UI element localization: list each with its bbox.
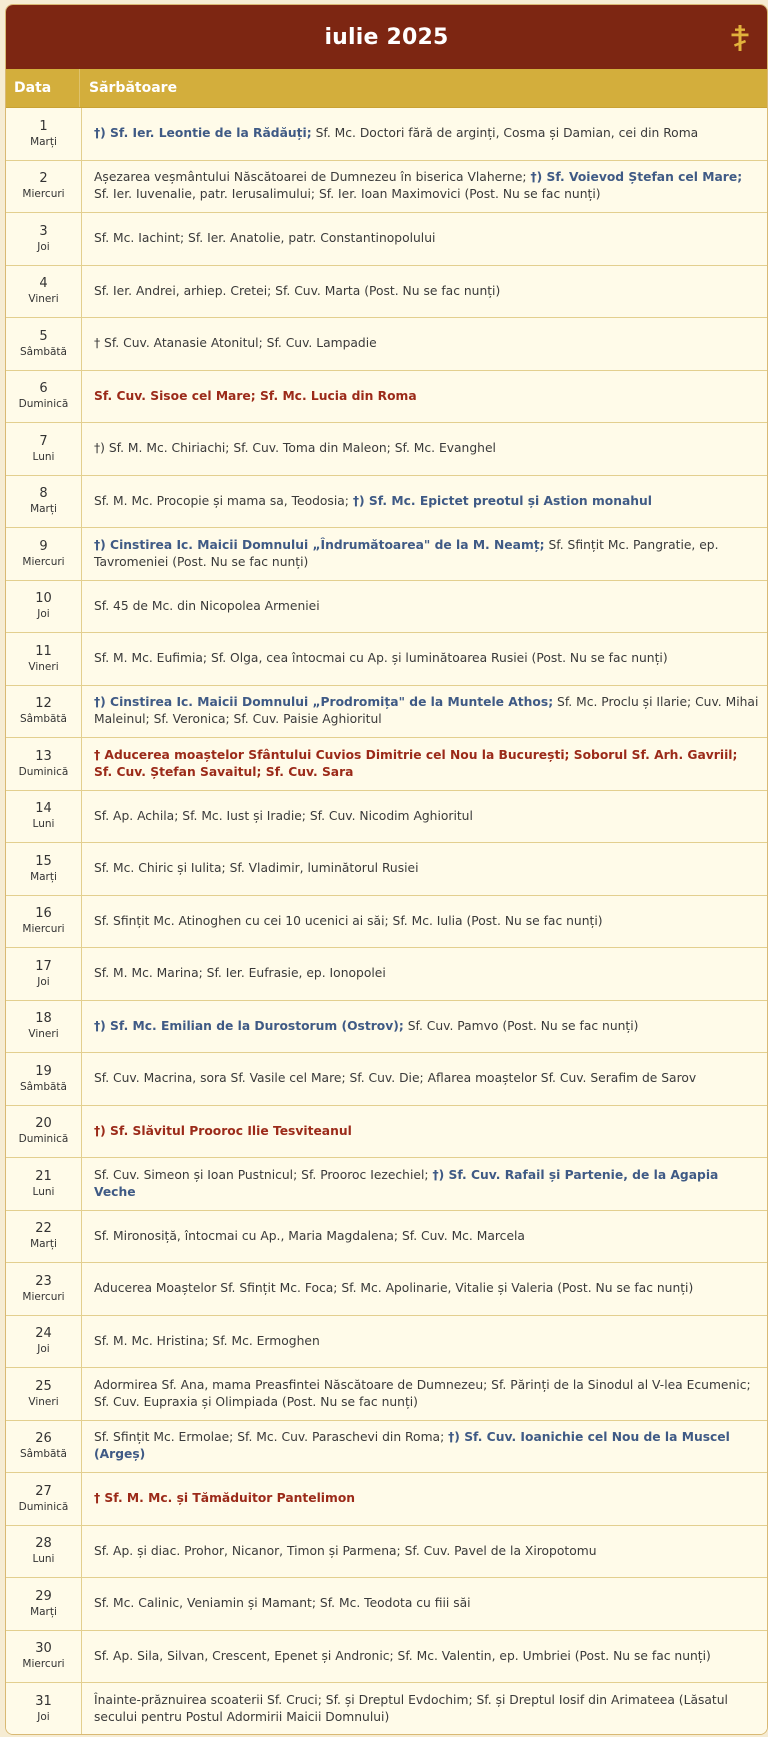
feast-cell — [82, 161, 767, 213]
weekday: Vineri — [28, 1028, 59, 1041]
title-bar — [6, 5, 767, 69]
feast-cell — [82, 948, 767, 1000]
feast-highlight: †) Cinstirea Ic. Maicii Domnului „Prodromița" de la Muntele Athos; — [94, 695, 554, 710]
feast-text — [94, 650, 668, 667]
date-cell — [6, 686, 82, 738]
day-number: 15 — [35, 853, 52, 869]
feast-text — [94, 537, 759, 571]
feast-cell — [82, 896, 767, 948]
feast-cell — [82, 843, 767, 895]
feast-text — [94, 230, 435, 247]
feast-text — [94, 965, 386, 982]
feast-highlight: †) Sf. Cuv. Ioanichie cel Nou de la Muscel (Argeș) — [94, 1430, 730, 1462]
table-row — [6, 686, 767, 739]
feast-segment: Sf. Sfințit Mc. Pangratie, ep. Tavromeniei (Post. Nu se fac nunți) — [94, 537, 719, 569]
feast-text — [94, 808, 473, 825]
date-cell — [6, 948, 82, 1000]
day-number: 9 — [39, 538, 48, 554]
feast-segment: Sf. Cuv. Macrina, sora Sf. Vasile cel Mare; Sf. Cuv. Die; Aflarea moaștelor Sf. Cuv. Serafim de Sarov — [94, 1071, 697, 1086]
feast-text — [94, 860, 419, 877]
date-cell — [6, 843, 82, 895]
feast-segment: Sf. Sfințit Mc. Ermolae; Sf. Mc. Cuv. Paraschevi din Roma; — [94, 1430, 449, 1445]
feast-segment: † Sf. Cuv. Atanasie Atonitul; Sf. Cuv. Lampadie — [94, 336, 377, 351]
date-cell — [6, 1683, 82, 1735]
feast-highlight: †) Sf. Mc. Epictet preotul și Astion monahul — [352, 493, 652, 508]
feast-cell — [82, 108, 767, 160]
feast-segment: Sf. M. Mc. Marina; Sf. Ier. Eufrasie, ep. Ionopolei — [94, 966, 386, 981]
day-number: 31 — [35, 1693, 52, 1709]
date-cell — [6, 161, 82, 213]
feast-segment: Sf. Sfințit Mc. Atinoghen cu cei 10 ucenici ai săi; Sf. Mc. Iulia (Post. Nu se fac nunți) — [94, 913, 603, 928]
day-number: 10 — [35, 591, 52, 607]
day-number: 1 — [39, 118, 48, 134]
table-row — [6, 528, 767, 581]
day-number: 20 — [35, 1116, 52, 1132]
table-row — [6, 1316, 767, 1369]
feast-highlight: Sf. Cuv. Sisoe cel Mare; Sf. Mc. Lucia din Roma — [94, 388, 417, 403]
feast-highlight: †) Sf. Ier. Leontie de la Rădăuți; — [94, 126, 312, 141]
table-row — [6, 1631, 767, 1684]
day-number: 13 — [35, 748, 52, 764]
feast-highlight: †) Sf. Cuv. Rafail și Partenie, de la Agapia Veche — [94, 1167, 719, 1199]
weekday: Sâmbătă — [20, 1448, 67, 1461]
feast-cell — [82, 1578, 767, 1630]
feast-text — [94, 1018, 638, 1035]
day-number: 7 — [39, 433, 48, 449]
column-header-date: Data — [6, 69, 80, 107]
weekday: Marți — [30, 135, 57, 148]
date-cell — [6, 633, 82, 685]
date-cell — [6, 1578, 82, 1630]
day-number: 2 — [39, 171, 48, 187]
weekday: Joi — [37, 240, 50, 253]
day-number: 23 — [35, 1273, 52, 1289]
day-number: 30 — [35, 1641, 52, 1657]
weekday: Sâmbătă — [20, 1080, 67, 1093]
day-number: 12 — [35, 696, 52, 712]
weekday: Miercuri — [22, 555, 65, 568]
feast-cell — [82, 528, 767, 580]
feast-segment: Sf. Mironosiță, întocmai cu Ap., Maria Magdalena; Sf. Cuv. Mc. Marcela — [94, 1228, 525, 1243]
weekday: Vineri — [28, 1395, 59, 1408]
feast-cell — [82, 1473, 767, 1525]
orthodox-cross-icon — [731, 25, 749, 51]
date-cell — [6, 896, 82, 948]
date-cell — [6, 213, 82, 265]
date-cell — [6, 1526, 82, 1578]
weekday: Duminică — [18, 765, 69, 778]
feast-segment: Aducerea Moaștelor Sf. Sfințit Mc. Foca; Sf. Mc. Apolinarie, Vitalie și Valeria (Post. Nu se fac nunți) — [94, 1281, 694, 1296]
feast-text — [94, 283, 500, 300]
table-body — [6, 108, 767, 1735]
weekday: Joi — [37, 1343, 50, 1356]
feast-cell — [82, 1631, 767, 1683]
day-number: 22 — [35, 1221, 52, 1237]
feast-text — [94, 913, 603, 930]
feast-cell — [82, 476, 767, 528]
day-number: 25 — [35, 1378, 52, 1394]
feast-cell — [82, 371, 767, 423]
feast-segment: Sf. Ier. Andrei, arhiep. Cretei; Sf. Cuv. Marta (Post. Nu se fac nunți) — [94, 283, 501, 298]
feast-cell — [82, 686, 767, 738]
feast-highlight: †) Sf. Mc. Emilian de la Durostorum (Ostrov); — [94, 1018, 404, 1033]
table-row — [6, 948, 767, 1001]
feast-highlight: †) Cinstirea Ic. Maicii Domnului „Îndrumătoarea" de la M. Neamț; — [94, 537, 545, 552]
feast-cell — [82, 1053, 767, 1105]
date-cell — [6, 738, 82, 790]
day-number: 29 — [35, 1588, 52, 1604]
date-cell — [6, 108, 82, 160]
weekday: Miercuri — [22, 1290, 65, 1303]
weekday: Luni — [32, 1185, 55, 1198]
weekday: Miercuri — [22, 188, 65, 201]
weekday: Joi — [37, 975, 50, 988]
feast-text — [94, 1490, 355, 1507]
feast-segment: Sf. M. Mc. Eufimia; Sf. Olga, cea întocmai cu Ap. și luminătoarea Rusiei (Post. Nu se fac nunți) — [94, 651, 668, 666]
table-row — [6, 1526, 767, 1579]
weekday: Sâmbătă — [20, 345, 67, 358]
date-cell — [6, 1263, 82, 1315]
weekday: Joi — [37, 1710, 50, 1723]
feast-cell — [82, 1263, 767, 1315]
table-header — [6, 69, 767, 108]
day-number: 28 — [35, 1536, 52, 1552]
day-number: 21 — [35, 1168, 52, 1184]
feast-segment: Sf. M. Mc. Hristina; Sf. Mc. Ermoghen — [94, 1333, 320, 1348]
weekday: Vineri — [28, 660, 59, 673]
date-cell — [6, 318, 82, 370]
date-cell — [6, 581, 82, 633]
feast-text — [94, 1648, 711, 1665]
weekday: Duminică — [18, 1133, 69, 1146]
day-number: 19 — [35, 1063, 52, 1079]
feast-text — [94, 169, 759, 203]
feast-cell — [82, 633, 767, 685]
date-cell — [6, 1316, 82, 1368]
feast-text — [94, 1692, 759, 1726]
table-row — [6, 1473, 767, 1526]
weekday: Marți — [30, 1605, 57, 1618]
feast-text — [94, 1595, 471, 1612]
feast-segment: Sf. 45 de Mc. din Nicopolea Armeniei — [94, 598, 320, 613]
table-row — [6, 1368, 767, 1421]
feast-cell — [82, 1526, 767, 1578]
date-cell — [6, 476, 82, 528]
feast-cell — [82, 213, 767, 265]
calendar-table — [5, 4, 768, 1735]
feast-text — [94, 1377, 759, 1411]
table-row — [6, 371, 767, 424]
feast-cell — [82, 266, 767, 318]
date-cell — [6, 1211, 82, 1263]
feast-text — [94, 1429, 759, 1463]
feast-text — [94, 747, 759, 781]
date-cell — [6, 266, 82, 318]
day-number: 16 — [35, 906, 52, 922]
table-row — [6, 476, 767, 529]
feast-segment: Sf. Mc. Iachint; Sf. Ier. Anatolie, patr. Constantinopolului — [94, 231, 436, 246]
feast-text — [94, 440, 496, 457]
day-number: 17 — [35, 958, 52, 974]
feast-cell — [82, 738, 767, 790]
day-number: 26 — [35, 1431, 52, 1447]
feast-segment: Sf. Ier. Iuvenalie, patr. Ierusalimului; Sf. Ier. Ioan Maximovici (Post. Nu se fac nunți) — [94, 187, 601, 202]
feast-cell — [82, 1106, 767, 1158]
weekday: Miercuri — [22, 923, 65, 936]
table-row — [6, 843, 767, 896]
date-cell — [6, 371, 82, 423]
table-row — [6, 633, 767, 686]
feast-cell — [82, 1683, 767, 1735]
column-header-feast: Sărbătoare — [89, 80, 178, 96]
weekday: Vineri — [28, 293, 59, 306]
day-number: 4 — [39, 276, 48, 292]
feast-cell — [82, 318, 767, 370]
feast-segment: Sf. Mc. Calinic, Veniamin și Mamant; Sf. Mc. Teodota cu fiii săi — [94, 1596, 471, 1611]
date-cell — [6, 791, 82, 843]
feast-cell — [82, 791, 767, 843]
feast-segment: Sf. M. Mc. Procopie și mama sa, Teodosia; — [94, 493, 353, 508]
date-cell — [6, 1001, 82, 1053]
feast-segment: Înainte-prăznuirea scoaterii Sf. Cruci; Sf. și Dreptul Evdochim; Sf. și Dreptul Iosif din Arimateea (Lăsatul secului pentru Postul Adormirii Maicii Domnului) — [94, 1692, 728, 1724]
feast-segment: Așezarea veșmântului Născătoarei de Dumnezeu în biserica Vlaherne; — [94, 170, 531, 185]
weekday: Marți — [30, 503, 57, 516]
feast-text — [94, 1333, 320, 1350]
feast-text — [94, 1070, 696, 1087]
feast-cell — [82, 1421, 767, 1473]
feast-cell — [82, 423, 767, 475]
date-cell — [6, 423, 82, 475]
weekday: Luni — [32, 450, 55, 463]
feast-text — [94, 388, 417, 405]
table-row — [6, 318, 767, 371]
table-row — [6, 161, 767, 214]
date-cell — [6, 1473, 82, 1525]
weekday: Duminică — [18, 1500, 69, 1513]
date-cell — [6, 1053, 82, 1105]
feast-segment: Sf. Cuv. Pamvo (Post. Nu se fac nunți) — [403, 1018, 639, 1033]
feast-cell — [82, 581, 767, 633]
feast-highlight: † Sf. M. Mc. și Tămăduitor Pantelimon — [94, 1491, 356, 1506]
day-number: 3 — [39, 223, 48, 239]
feast-text — [94, 493, 652, 510]
day-number: 14 — [35, 801, 52, 817]
weekday: Marți — [30, 870, 57, 883]
date-cell — [6, 1421, 82, 1473]
day-number: 24 — [35, 1326, 52, 1342]
day-number: 27 — [35, 1483, 52, 1499]
day-number: 6 — [39, 381, 48, 397]
feast-text — [94, 694, 759, 728]
feast-text — [94, 1228, 525, 1245]
feast-text — [94, 125, 698, 142]
feast-text — [94, 1280, 693, 1297]
feast-text — [94, 598, 320, 615]
date-cell — [6, 1368, 82, 1420]
date-cell — [6, 1158, 82, 1210]
day-number: 5 — [39, 328, 48, 344]
feast-text — [94, 1123, 352, 1140]
weekday: Luni — [32, 1553, 55, 1566]
feast-cell — [82, 1158, 767, 1210]
table-row — [6, 1263, 767, 1316]
feast-highlight: † Aducerea moaștelor Sfântului Cuvios Dimitrie cel Nou la București; Soborul Sf. Arh. Gavriil; Sf. Cuv. Ștefan Savaitul; Sf. Cuv. Sara — [94, 747, 738, 779]
feast-cell — [82, 1211, 767, 1263]
day-number: 18 — [35, 1011, 52, 1027]
feast-segment: Sf. Ap. și diac. Prohor, Nicanor, Timon și Parmena; Sf. Cuv. Pavel de la Xiropotomu — [94, 1543, 597, 1558]
table-row — [6, 108, 767, 161]
table-row — [6, 1211, 767, 1264]
table-row — [6, 1158, 767, 1211]
feast-segment: †) Sf. M. Mc. Chiriachi; Sf. Cuv. Toma din Maleon; Sf. Mc. Evanghel — [94, 441, 496, 456]
date-cell — [6, 1106, 82, 1158]
table-row — [6, 1683, 767, 1735]
date-cell — [6, 528, 82, 580]
table-row — [6, 266, 767, 319]
table-row — [6, 738, 767, 791]
weekday: Joi — [37, 608, 50, 621]
feast-text — [94, 335, 377, 352]
weekday: Marți — [30, 1238, 57, 1251]
weekday: Sâmbătă — [20, 713, 67, 726]
table-row — [6, 581, 767, 634]
feast-highlight: †) Sf. Voievod Ștefan cel Mare; — [530, 170, 743, 185]
table-row — [6, 1578, 767, 1631]
feast-cell — [82, 1316, 767, 1368]
feast-text — [94, 1543, 597, 1560]
weekday: Duminică — [18, 398, 69, 411]
table-row — [6, 791, 767, 844]
weekday: Luni — [32, 818, 55, 831]
feast-text — [94, 1167, 759, 1201]
feast-segment: Sf. Mc. Proclu și Ilarie; Cuv. Mihai Maleinul; Sf. Veronica; Sf. Cuv. Paisie Aghioritul — [94, 695, 759, 727]
feast-segment: Sf. Ap. Achila; Sf. Mc. Iust și Iradie; Sf. Cuv. Nicodim Aghioritul — [94, 808, 473, 823]
day-number: 8 — [39, 486, 48, 502]
table-row — [6, 1001, 767, 1054]
feast-highlight: †) Sf. Slăvitul Prooroc Ilie Tesviteanul — [94, 1123, 352, 1138]
feast-segment: Sf. Cuv. Simeon și Ioan Pustnicul; Sf. Prooroc Iezechiel; — [94, 1167, 433, 1182]
date-cell — [6, 1631, 82, 1683]
weekday: Miercuri — [22, 1658, 65, 1671]
table-row — [6, 1421, 767, 1474]
table-row — [6, 213, 767, 266]
feast-segment: Sf. Mc. Chiric și Iulita; Sf. Vladimir, luminătorul Rusiei — [94, 861, 419, 876]
table-row — [6, 1053, 767, 1106]
feast-cell — [82, 1368, 767, 1420]
day-number: 11 — [35, 643, 52, 659]
page-title: iulie 2025 — [324, 24, 449, 50]
feast-cell — [82, 1001, 767, 1053]
table-row — [6, 1106, 767, 1159]
table-row — [6, 423, 767, 476]
feast-segment: Sf. Mc. Doctori fără de arginți, Cosma și Damian, cei din Roma — [311, 126, 699, 141]
feast-segment: Adormirea Sf. Ana, mama Preasfintei Născătoare de Dumnezeu; Sf. Părinți de la Sinodul al V-lea Ecumenic; Sf. Cuv. Eupraxia și Olimpiada (Post. Nu se fac nunți) — [94, 1377, 751, 1409]
feast-segment: Sf. Ap. Sila, Silvan, Crescent, Epenet și Andronic; Sf. Mc. Valentin, ep. Umbriei (Post. Nu se fac nunți) — [94, 1648, 711, 1663]
table-row — [6, 896, 767, 949]
